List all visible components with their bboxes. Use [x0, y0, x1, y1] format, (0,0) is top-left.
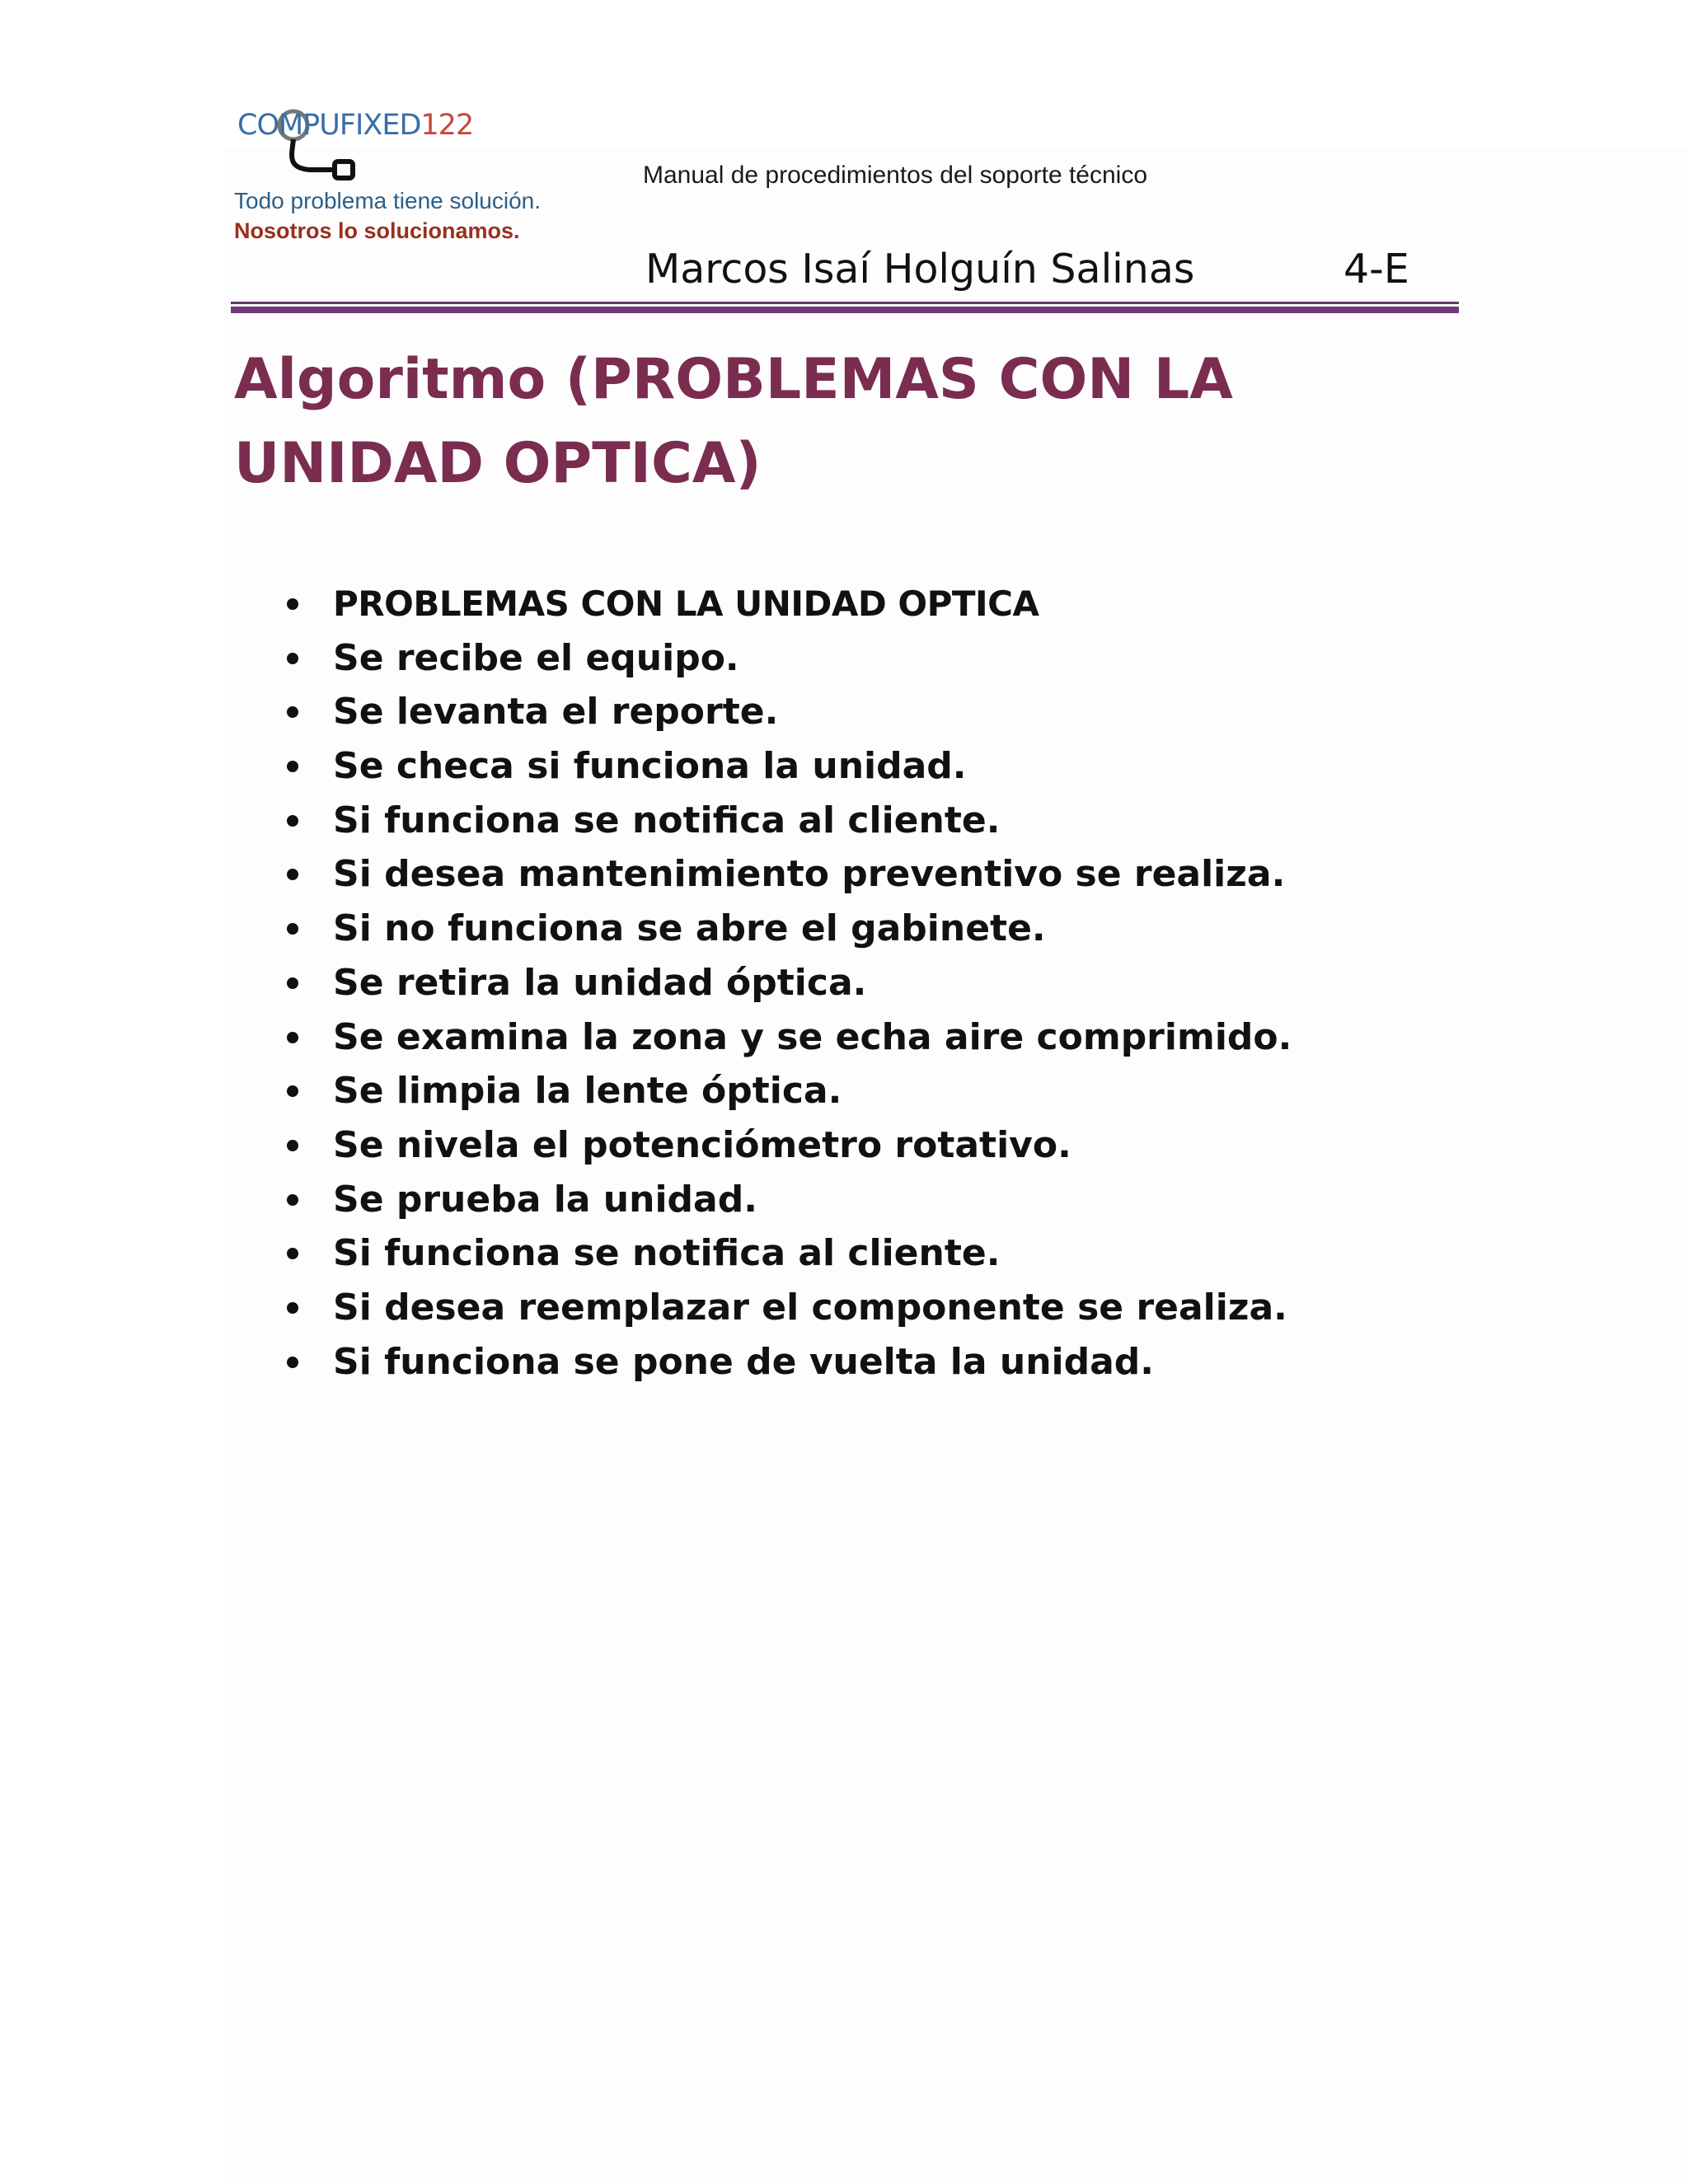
list-item-text: Si desea reemplazar el componente se realiza. — [333, 1286, 1287, 1329]
header-rule-thin — [231, 302, 1459, 304]
list-item — [280, 794, 1292, 848]
author-name: Marcos Isaí Holguín Salinas — [645, 246, 1195, 293]
list-item-text: Se levanta el reporte. — [333, 691, 779, 733]
list-item — [280, 902, 1292, 956]
list-item — [280, 577, 1292, 631]
list-item-text: Si desea mantenimiento preventivo se realiza. — [333, 853, 1286, 896]
bullet-icon — [287, 1357, 298, 1368]
tagline-line-1: Todo problema tiene solución. — [234, 188, 542, 213]
list-item — [280, 847, 1292, 902]
steps-list — [280, 577, 1292, 1389]
list-item-text: Se nivela el potenciómetro rotativo. — [333, 1123, 1071, 1166]
bullet-icon — [287, 1140, 298, 1151]
logo-wordmark — [237, 109, 473, 142]
list-item-text: Si funciona se notifica al cliente. — [333, 1232, 1001, 1275]
bullet-icon — [287, 1302, 298, 1314]
list-item — [280, 685, 1292, 739]
list-item-text: Se checa si funciona la unidad. — [333, 745, 967, 788]
list-item — [280, 739, 1292, 794]
bullet-icon — [287, 1248, 298, 1259]
bullet-icon — [287, 1085, 298, 1097]
list-item — [280, 631, 1292, 686]
bullet-icon — [287, 977, 298, 989]
bullet-icon — [287, 598, 298, 610]
list-item — [280, 1226, 1292, 1281]
bullet-icon — [287, 653, 298, 664]
manual-title: Manual de procedimientos del soporte técnico — [643, 162, 1148, 189]
list-item — [280, 1335, 1292, 1390]
list-item-text: PROBLEMAS CON LA UNIDAD OPTICA — [333, 583, 1039, 624]
list-item-text: Se examina la zona y se echa aire comprimido. — [333, 1015, 1292, 1058]
list-item-text: Se recibe el equipo. — [333, 636, 739, 679]
list-item-text: Si funciona se pone de vuelta la unidad. — [333, 1340, 1155, 1383]
document-title: Algoritmo (PROBLEMAS CON LA UNIDAD OPTICA) — [234, 347, 1233, 496]
bullet-icon — [287, 869, 298, 880]
list-item — [280, 1173, 1292, 1227]
group-label: 4-E — [1343, 246, 1409, 293]
bullet-icon — [287, 923, 298, 935]
compufixed-logo — [237, 97, 531, 188]
header-rule-thick — [231, 307, 1459, 313]
list-item — [280, 956, 1292, 1010]
list-item-text: Si no funciona se abre el gabinete. — [333, 907, 1046, 950]
bullet-icon — [287, 1032, 298, 1043]
list-item — [280, 1281, 1292, 1335]
bullet-icon — [287, 706, 298, 718]
list-item-text: Se limpia la lente óptica. — [333, 1070, 842, 1113]
list-item-text: Si funciona se notifica al cliente. — [333, 799, 1001, 841]
bullet-icon — [287, 761, 298, 772]
list-item — [280, 1118, 1292, 1173]
list-item — [280, 1064, 1292, 1118]
logo-brand: COMPUFIXED — [237, 109, 421, 142]
list-item — [280, 1010, 1292, 1065]
list-item-text: Se retira la unidad óptica. — [333, 961, 867, 1004]
bullet-icon — [287, 815, 298, 827]
bullet-icon — [287, 1194, 298, 1206]
logo-brand-number: 122 — [420, 109, 474, 142]
tagline-line-2: Nosotros lo solucionamos. — [234, 218, 520, 243]
list-item-text: Se prueba la unidad. — [333, 1178, 757, 1221]
